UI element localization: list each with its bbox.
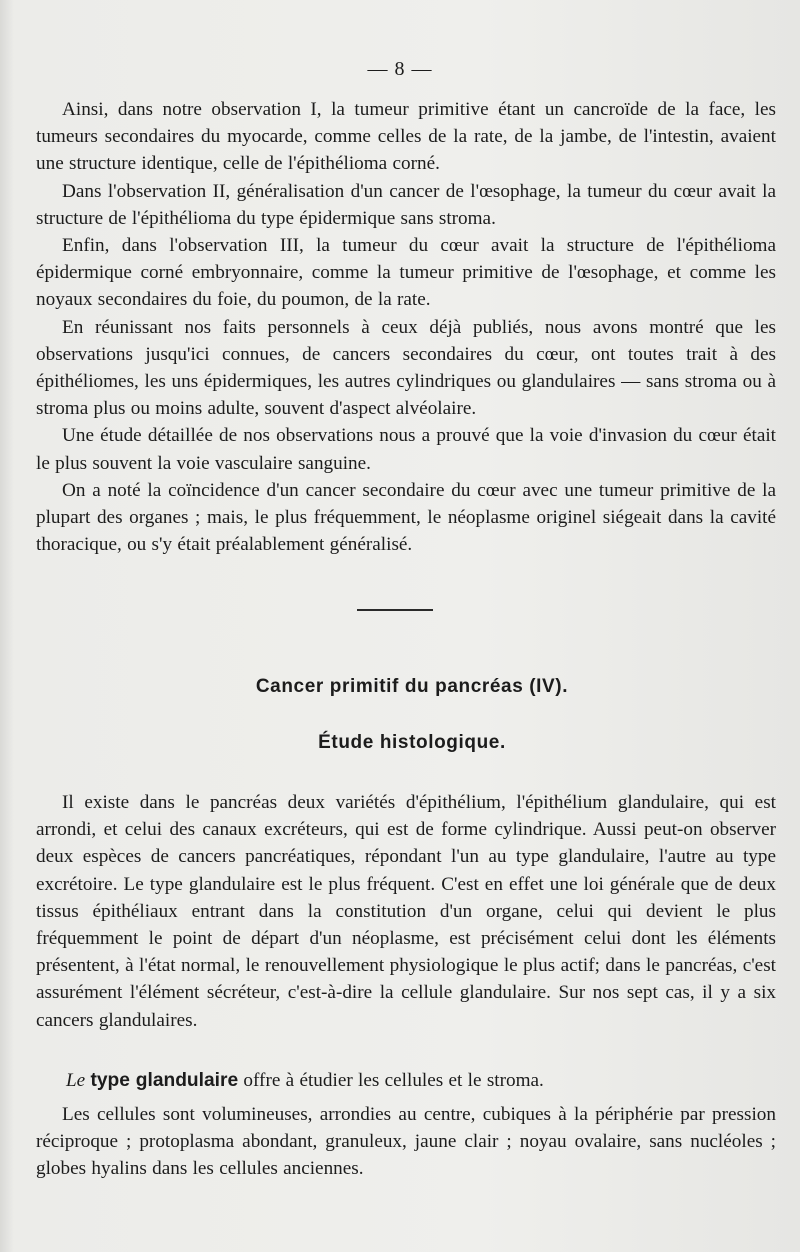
page-number: — 8 — (367, 58, 433, 80)
section-subheading: Étude histologique. (318, 732, 506, 753)
cells-description (36, 1101, 776, 1183)
paragraph: En réunissant nos faits personnels à ceux déjà publiés, nous avons montré que les observations jusqu'ici connues, de cancers secondaires du cœur, ont toutes trait à des épithéliomes, les uns épidermiques, les autres cylindriques ou glandulaires — sans stroma ou à stroma plus ou moins adulte, souvent d'aspect alvéolaire. (36, 316, 776, 420)
lead-bold: type glandulaire (90, 1070, 239, 1091)
paragraph: Ainsi, dans notre observation I, la tumeur primitive étant un cancroïde de la face, les tumeurs secondaires du myocarde, comme celles de la rate, de la jambe, de l'intestin, avaient une structure identique, celle de l'épithélioma corné. (36, 99, 776, 175)
glandular-type-intro (46, 1067, 774, 1094)
section-divider (357, 609, 433, 611)
lead-italic: Le (66, 1070, 86, 1091)
lead-rest: offre à étudier les cellules et le stroma. (243, 1070, 544, 1091)
paragraph: Il existe dans le pancréas deux variétés d'épithélium, l'épithélium glandulaire, qui est arrondi, et celui des canaux excréteurs, qui est de forme cylindrique. Aussi peut-on observer deux espèces de cancers pancréatiques, répondant l'un au type glandulaire, l'autre au type excrétoire. Le type glandulaire est le plus fréquent. C'est en effet une loi générale que de deux tissus épithéliaux entrant dans la constitution d'un organe, celui qui devient le plus fréquemment le point de départ d'un néoplasme, est précisément celui dont les éléments présentent, à l'état normal, le renouvellement physiologique le plus actif; dans le pancréas, c'est assurément l'élément sécréteur, c'est-à-dire la cellule glandulaire. Sur nos sept cas, il y a six cancers glandulaires. (36, 792, 776, 1031)
paragraph: Enfin, dans l'observation III, la tumeur du cœur avait la structure de l'épithélioma épidermique corné embryonnaire, comme la tumeur primitive de l'œsophage, et comme les noyaux secondaires du foie, du poumon, de la rate. (36, 235, 776, 311)
histology-intro (36, 789, 776, 1034)
chapter-heading: Cancer primitif du pancréas (IV). (255, 676, 569, 697)
paragraph: Une étude détaillée de nos observations nous a prouvé que la voie d'invasion du cœur était le plus souvent la voie vasculaire sanguine. (36, 425, 776, 474)
paragraph (46, 1067, 774, 1094)
paragraph: On a noté la coïncidence d'un cancer secondaire du cœur avec une tumeur primitive de la plupart des organes ; mais, le plus fréquemment, le néoplasme originel siégeait dans la cavité thoracique, ou s'y était préalablement généralisé. (36, 479, 776, 556)
paragraph: Dans l'observation II, généralisation d'un cancer de l'œsophage, la tumeur du cœur avait la structure de l'épithélioma du type épidermique sans stroma. (36, 180, 776, 229)
conclusions-section (36, 96, 776, 558)
paragraph: Les cellules sont volumineuses, arrondies au centre, cubiques à la périphérie par pression réciproque ; protoplasma abondant, granuleux, jaune clair ; noyau ovalaire, sans nucléoles ; globes hyalins dans les cellules anciennes. (36, 1104, 776, 1180)
